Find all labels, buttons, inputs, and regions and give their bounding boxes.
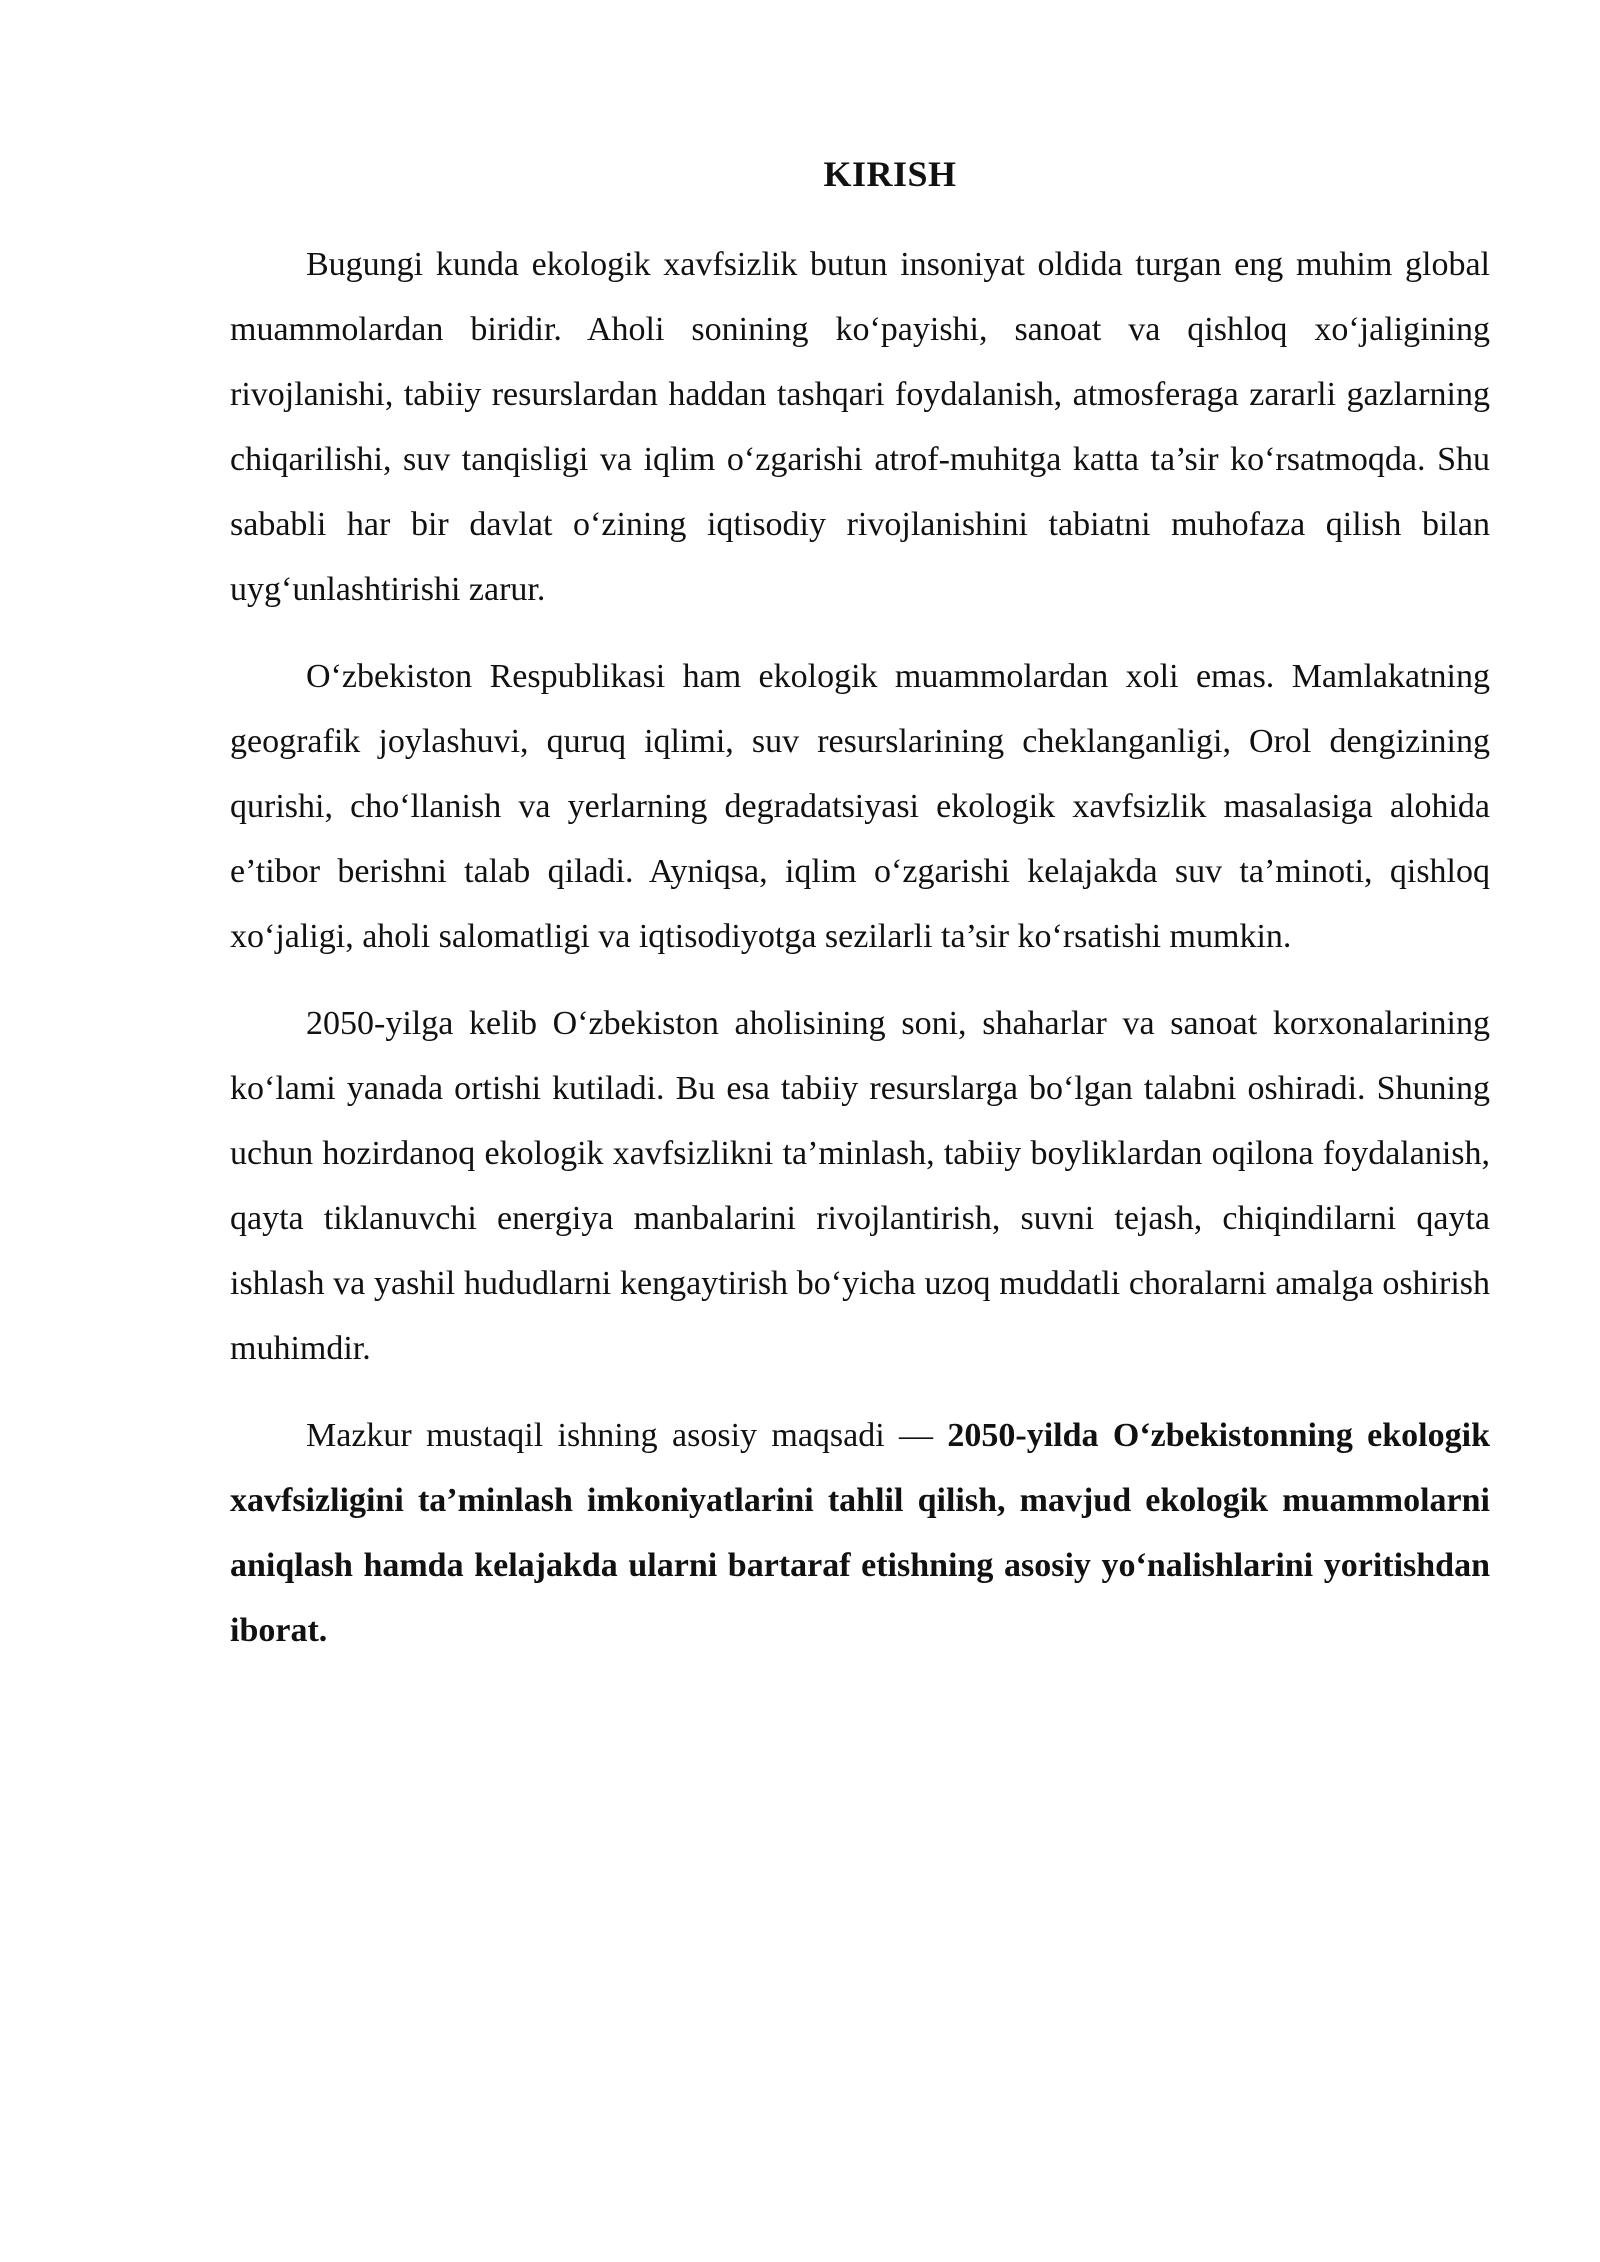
- body-text: [230, 232, 1490, 1685]
- paragraph-2: O‘zbekiston Respublikasi ham ekologik muammolardan xoli emas. Mamlakatning geografik joylashuvi, quruq iqlimi, suv resurslarining cheklanganligi, Orol dengizining qurishi, cho‘llanish va yerlarning degradatsiyasi ekologik xavfsizlik masalasiga alohida e’tibor berishni talab qiladi. Ayniqsa, iqlim o‘zgarishi kelajakda suv ta’minoti, qishloq xo‘jaligi, aholi salomatligi va iqtisodiyotga sezilarli ta’sir ko‘rsatishi mumkin.: [230, 658, 1490, 955]
- paragraph-4: [230, 1403, 1490, 1663]
- paragraph-4-lead: Mazkur mustaqil ishning asosiy maqsadi —: [306, 1417, 948, 1454]
- paragraph-4-emphasis: 2050-yilda O‘zbekistonning ekologik xavfsizligini ta’minlash imkoniyatlarini tahlil qilish, mavjud ekologik muammolarni aniqlash hamda kelajakda ularni bartaraf etishning asosiy yo‘nalishlarini yoritishdan iborat.: [230, 1417, 1490, 1649]
- paragraph-1: Bugungi kunda ekologik xavfsizlik butun insoniyat oldida turgan eng muhim global muammolardan biridir. Aholi sonining ko‘payishi, sanoat va qishloq xo‘jaligining rivojlanishi, tabiiy resurslardan haddan tashqari foydalanish, atmosferaga zararli gazlarning chiqarilishi, suv tanqisligi va iqlim o‘zgarishi atrof-muhitga katta ta’sir ko‘rsatmoqda. Shu sababli har bir davlat o‘zining iqtisodiy rivojlanishini tabiatni muhofaza qilish bilan uyg‘unlashtirishi zarur.: [230, 246, 1490, 608]
- page-title: KIRISH: [823, 154, 957, 194]
- paragraph-3: 2050-yilga kelib O‘zbekiston aholisining soni, shaharlar va sanoat korxonalarining ko‘lami yanada ortishi kutiladi. Bu esa tabiiy resurslarga bo‘lgan talabni oshiradi. Shuning uchun hozirdanoq ekologik xavfsizlikni ta’minlash, tabiiy boyliklardan oqilona foydalanish, qayta tiklanuvchi energiya manbalarini rivojlantirish, suvni tejash, chiqindilarni qayta ishlash va yashil hududlarni kengaytirish bo‘yicha uzoq muddatli choralarni amalga oshirish muhimdir.: [230, 1005, 1490, 1367]
